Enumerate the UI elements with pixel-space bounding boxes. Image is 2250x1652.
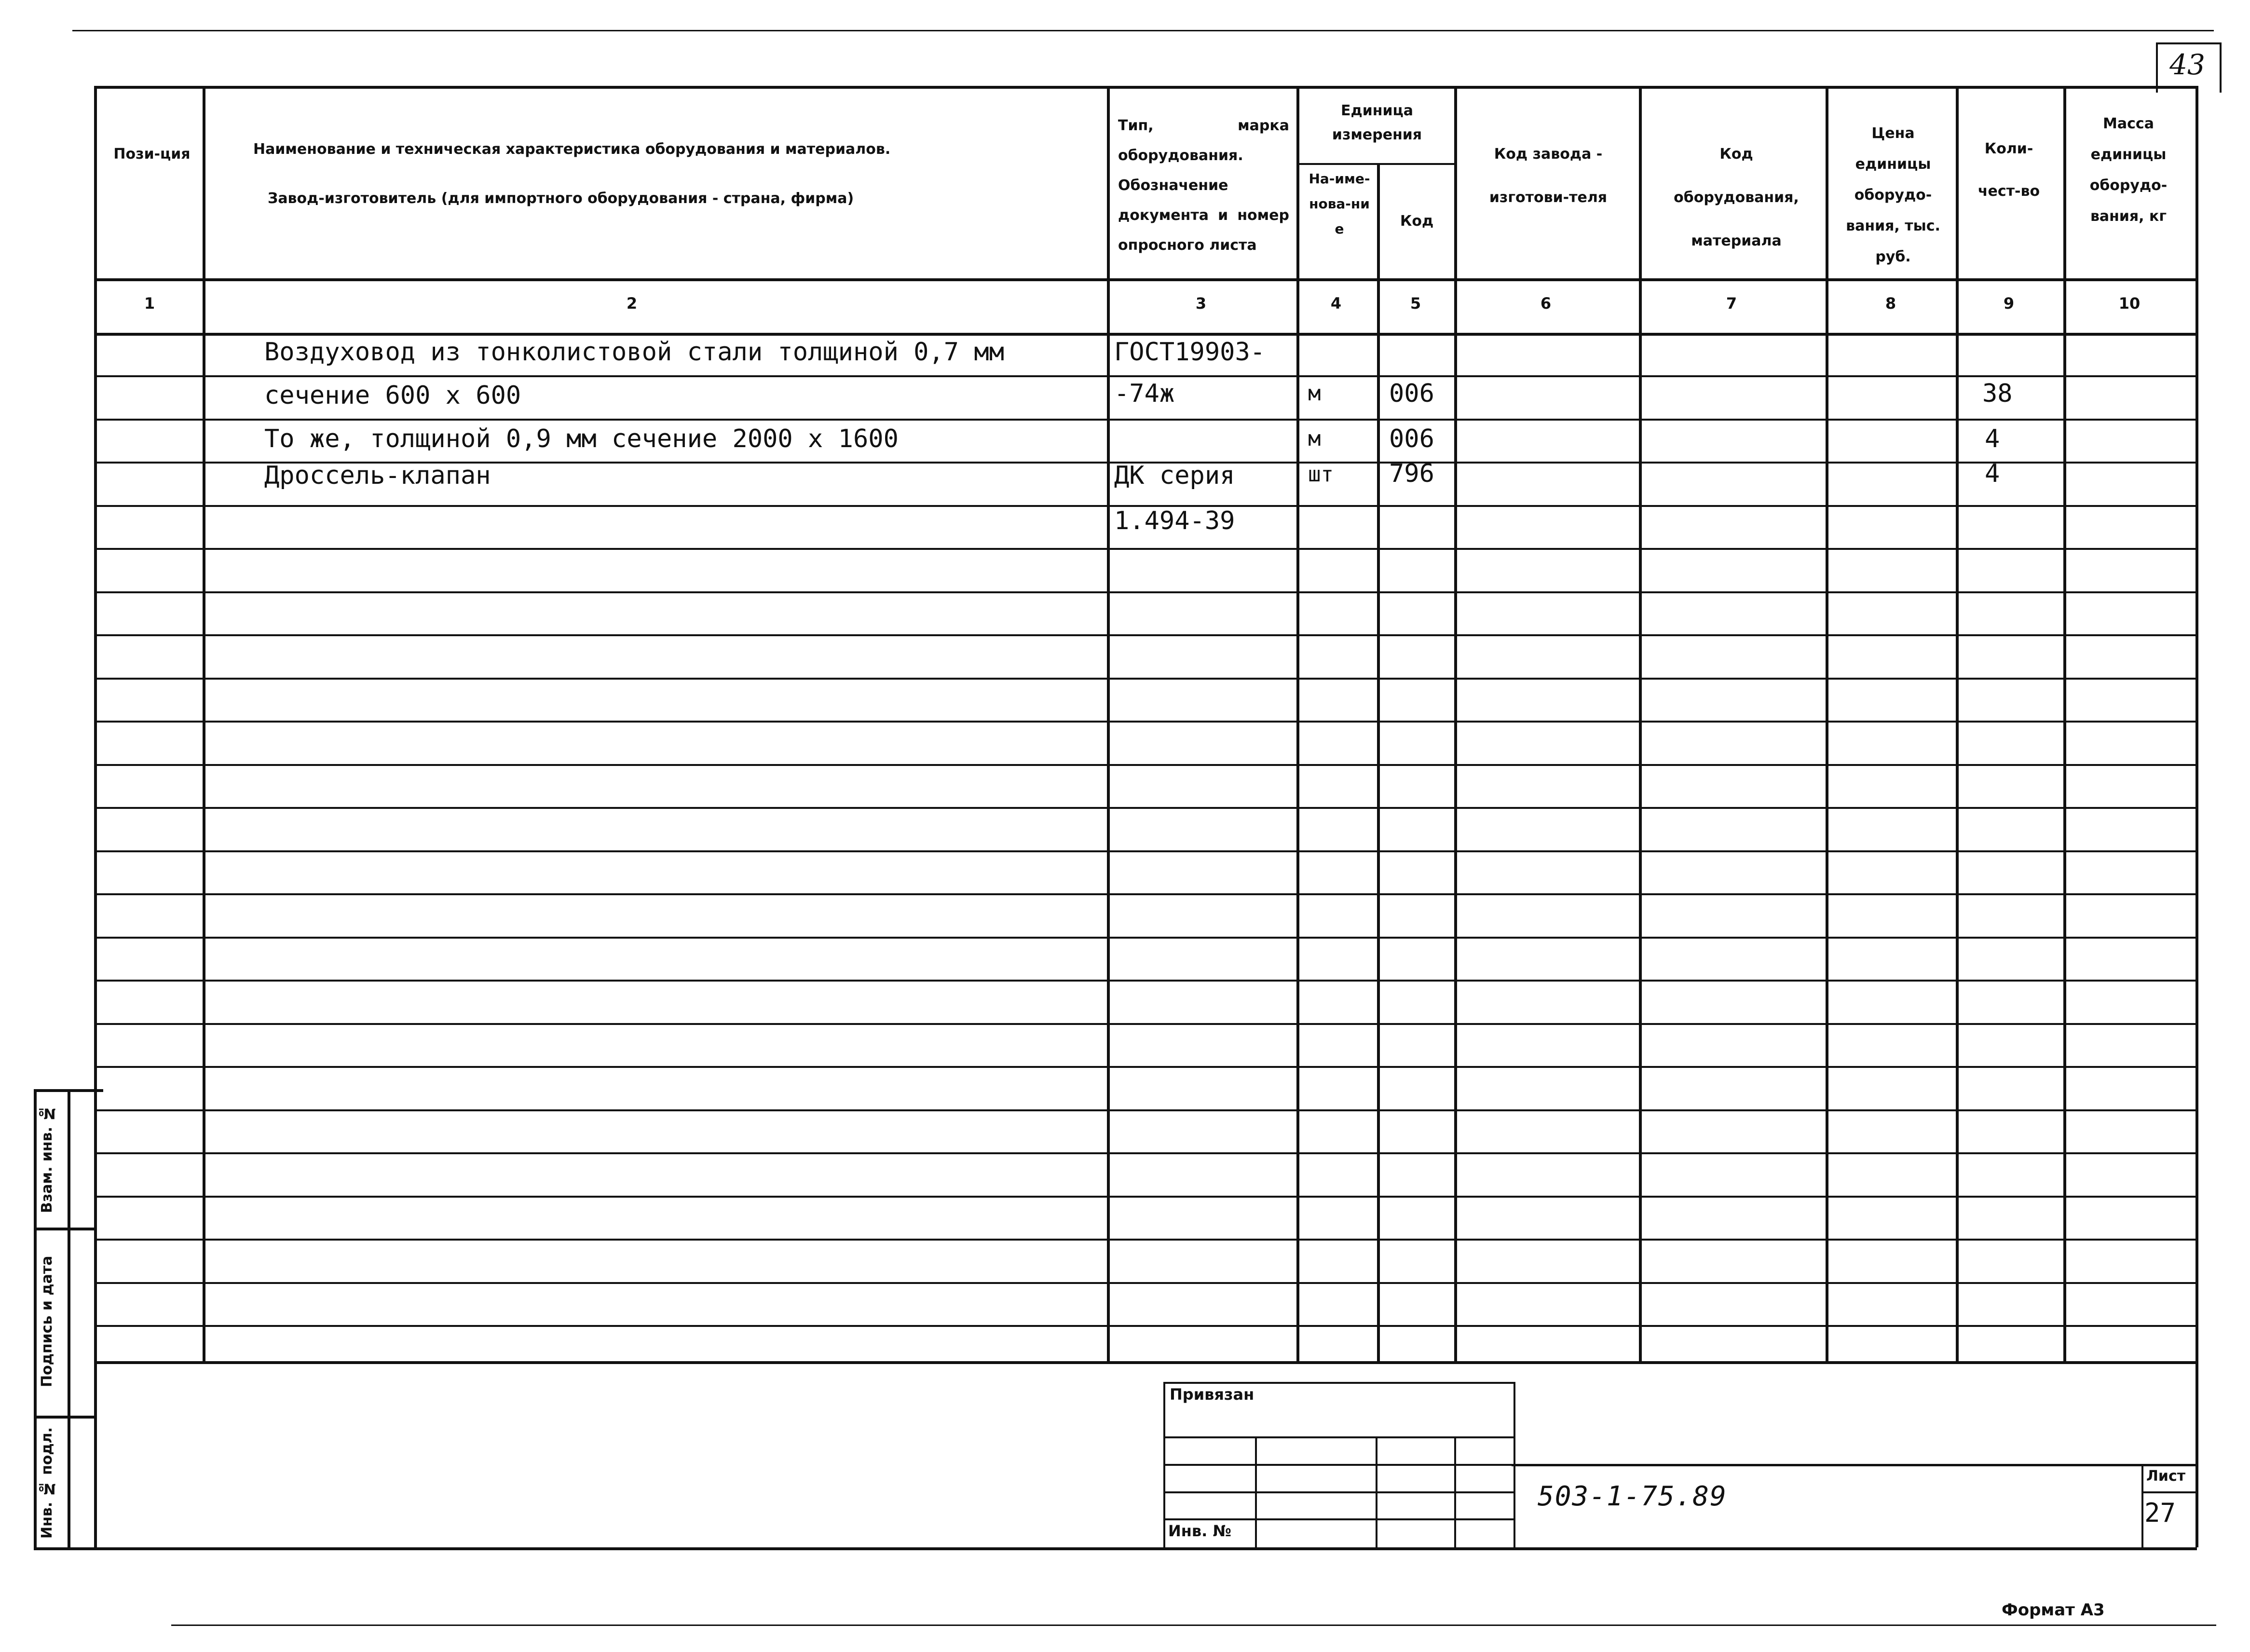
row-rule xyxy=(94,1239,2197,1241)
sheet-box-left xyxy=(2141,1464,2143,1547)
side-label-inv-podl: Инв. № подл. xyxy=(39,1427,55,1539)
row-rule xyxy=(94,634,2197,636)
colnum-9: 9 xyxy=(2003,294,2015,313)
row-rule xyxy=(94,807,2197,809)
header-col2-line2: Завод-изготовитель (для импортного оборудования - страна, фирма) xyxy=(268,190,854,207)
header-col9: Коли-чест-во xyxy=(1977,140,2040,200)
row-rule xyxy=(94,764,2197,766)
col-line-6 xyxy=(1639,86,1642,1361)
privyazan-col1 xyxy=(1255,1436,1257,1547)
col-line-7 xyxy=(1826,86,1828,1361)
row4-unit: шт xyxy=(1308,462,1334,487)
row-rule xyxy=(94,721,2197,723)
page-number: 43 xyxy=(2169,48,2205,81)
row2-name: сечение 600 х 600 xyxy=(264,381,521,410)
colnum-2: 2 xyxy=(626,294,638,313)
colnum-7: 7 xyxy=(1726,294,1737,313)
privyazan-line2 xyxy=(1163,1464,1514,1466)
row-rule xyxy=(94,1196,2197,1198)
row-rule xyxy=(94,937,2197,939)
privyazan-line4 xyxy=(1163,1518,1514,1520)
col-line-10 xyxy=(2195,86,2198,1547)
row2-qty: 38 xyxy=(1982,379,2013,408)
col-line-2 xyxy=(1107,86,1110,1361)
row5-type: 1.494-39 xyxy=(1114,506,1235,535)
table-bottom-border xyxy=(94,1361,2197,1364)
header-col8: Цена единицы оборудо-вания, тыс. руб. xyxy=(1846,125,1940,265)
colnum-4: 4 xyxy=(1330,294,1342,313)
header-col1: Пози-ция xyxy=(113,146,191,163)
header-bottom-border xyxy=(94,278,2197,281)
row-rule xyxy=(94,419,2197,421)
row-rule xyxy=(94,1282,2197,1284)
bottom-rule xyxy=(171,1625,2216,1626)
col-line-4 xyxy=(1377,164,1380,1361)
row3-qty: 4 xyxy=(1985,424,2000,453)
privyazan-line3 xyxy=(1163,1491,1514,1493)
sheet-label: Лист xyxy=(2146,1468,2186,1485)
title-top-line xyxy=(1512,1464,2195,1466)
doc-code: 503-1-75.89 xyxy=(1538,1481,1727,1512)
row-rule xyxy=(94,375,2197,377)
row4-name: Дроссель-клапан xyxy=(264,461,491,490)
privyazan-col2 xyxy=(1376,1436,1377,1547)
colnum-1: 1 xyxy=(144,294,155,313)
row-rule xyxy=(94,893,2197,895)
row-rule xyxy=(94,678,2197,680)
row3-code: 006 xyxy=(1389,424,1434,453)
colnum-8: 8 xyxy=(1885,294,1896,313)
row2-unit: м xyxy=(1308,381,1321,406)
row2-code: 006 xyxy=(1389,379,1434,408)
privyazan-label: Привязан xyxy=(1170,1385,1255,1404)
row-rule xyxy=(94,1066,2197,1068)
top-rule xyxy=(72,30,2214,31)
format-label: Формат А3 xyxy=(2002,1600,2105,1620)
row4-type: ДК серия xyxy=(1114,461,1235,490)
row1-type: ГОСТ19903- xyxy=(1114,338,1266,367)
col-line-3 xyxy=(1296,86,1299,1361)
header-col5: Код xyxy=(1400,213,1434,230)
frame-bottom-border xyxy=(34,1547,2197,1550)
privyazan-line1 xyxy=(1163,1436,1514,1438)
row4-qty: 4 xyxy=(1985,459,2000,488)
col-line-8 xyxy=(1956,86,1959,1361)
colnum-bottom-border xyxy=(94,333,2197,336)
row-rule xyxy=(94,1109,2197,1111)
col-line-1 xyxy=(203,86,205,1361)
inv-no-label: Инв. № xyxy=(1168,1522,1231,1540)
row-rule xyxy=(94,591,2197,593)
sheet-box-mid xyxy=(2141,1491,2195,1493)
header-col45-group: Единица измерения xyxy=(1332,102,1422,143)
row-rule xyxy=(94,548,2197,550)
colnum-3: 3 xyxy=(1195,294,1207,313)
row3-unit: м xyxy=(1308,426,1321,451)
col-line-5 xyxy=(1454,86,1457,1361)
colnum-6: 6 xyxy=(1540,294,1552,313)
row-rule xyxy=(94,850,2197,852)
row-rule xyxy=(94,980,2197,982)
header-col2-line1: Наименование и техническая характеристика оборудования и материалов. xyxy=(253,141,891,158)
col-line-9 xyxy=(2063,86,2066,1361)
row3-name: То же, толщиной 0,9 мм сечение 2000 х 1600 xyxy=(264,424,899,453)
unit-group-divider xyxy=(1296,163,1454,165)
row-rule xyxy=(94,1152,2197,1154)
header-col6: Код завода - изготови-теля xyxy=(1489,146,1608,206)
header-col4: На-име-нова-ние xyxy=(1309,171,1370,237)
row-rule xyxy=(94,1325,2197,1327)
side-stamp-divider xyxy=(68,1089,70,1547)
side-stamp-sep2 xyxy=(34,1416,96,1419)
side-label-podpis-data: Подпись и дата xyxy=(39,1256,55,1388)
header-col10: Масса единицы оборудо-вания, кг xyxy=(2089,115,2168,225)
row2-type: -74ж xyxy=(1114,379,1175,408)
header-col3: Тип, марка оборудования. Обозначение документа и номер опросного листа xyxy=(1118,117,1289,254)
side-label-vzam-inv: Взам. инв. № xyxy=(39,1105,55,1214)
colnum-10: 10 xyxy=(2118,294,2141,313)
privyazan-col3 xyxy=(1454,1436,1456,1547)
side-stamp-sep1 xyxy=(34,1228,96,1230)
row4-code: 796 xyxy=(1389,459,1434,488)
row1-name: Воздуховод из тонколистовой стали толщиной 0,7 мм xyxy=(264,338,1005,367)
sheet-number: 27 xyxy=(2144,1498,2176,1528)
colnum-5: 5 xyxy=(1410,294,1421,313)
table-top-border xyxy=(94,86,2197,89)
header-col7: Код оборудования, материала xyxy=(1674,146,1799,249)
row-rule xyxy=(94,1023,2197,1025)
